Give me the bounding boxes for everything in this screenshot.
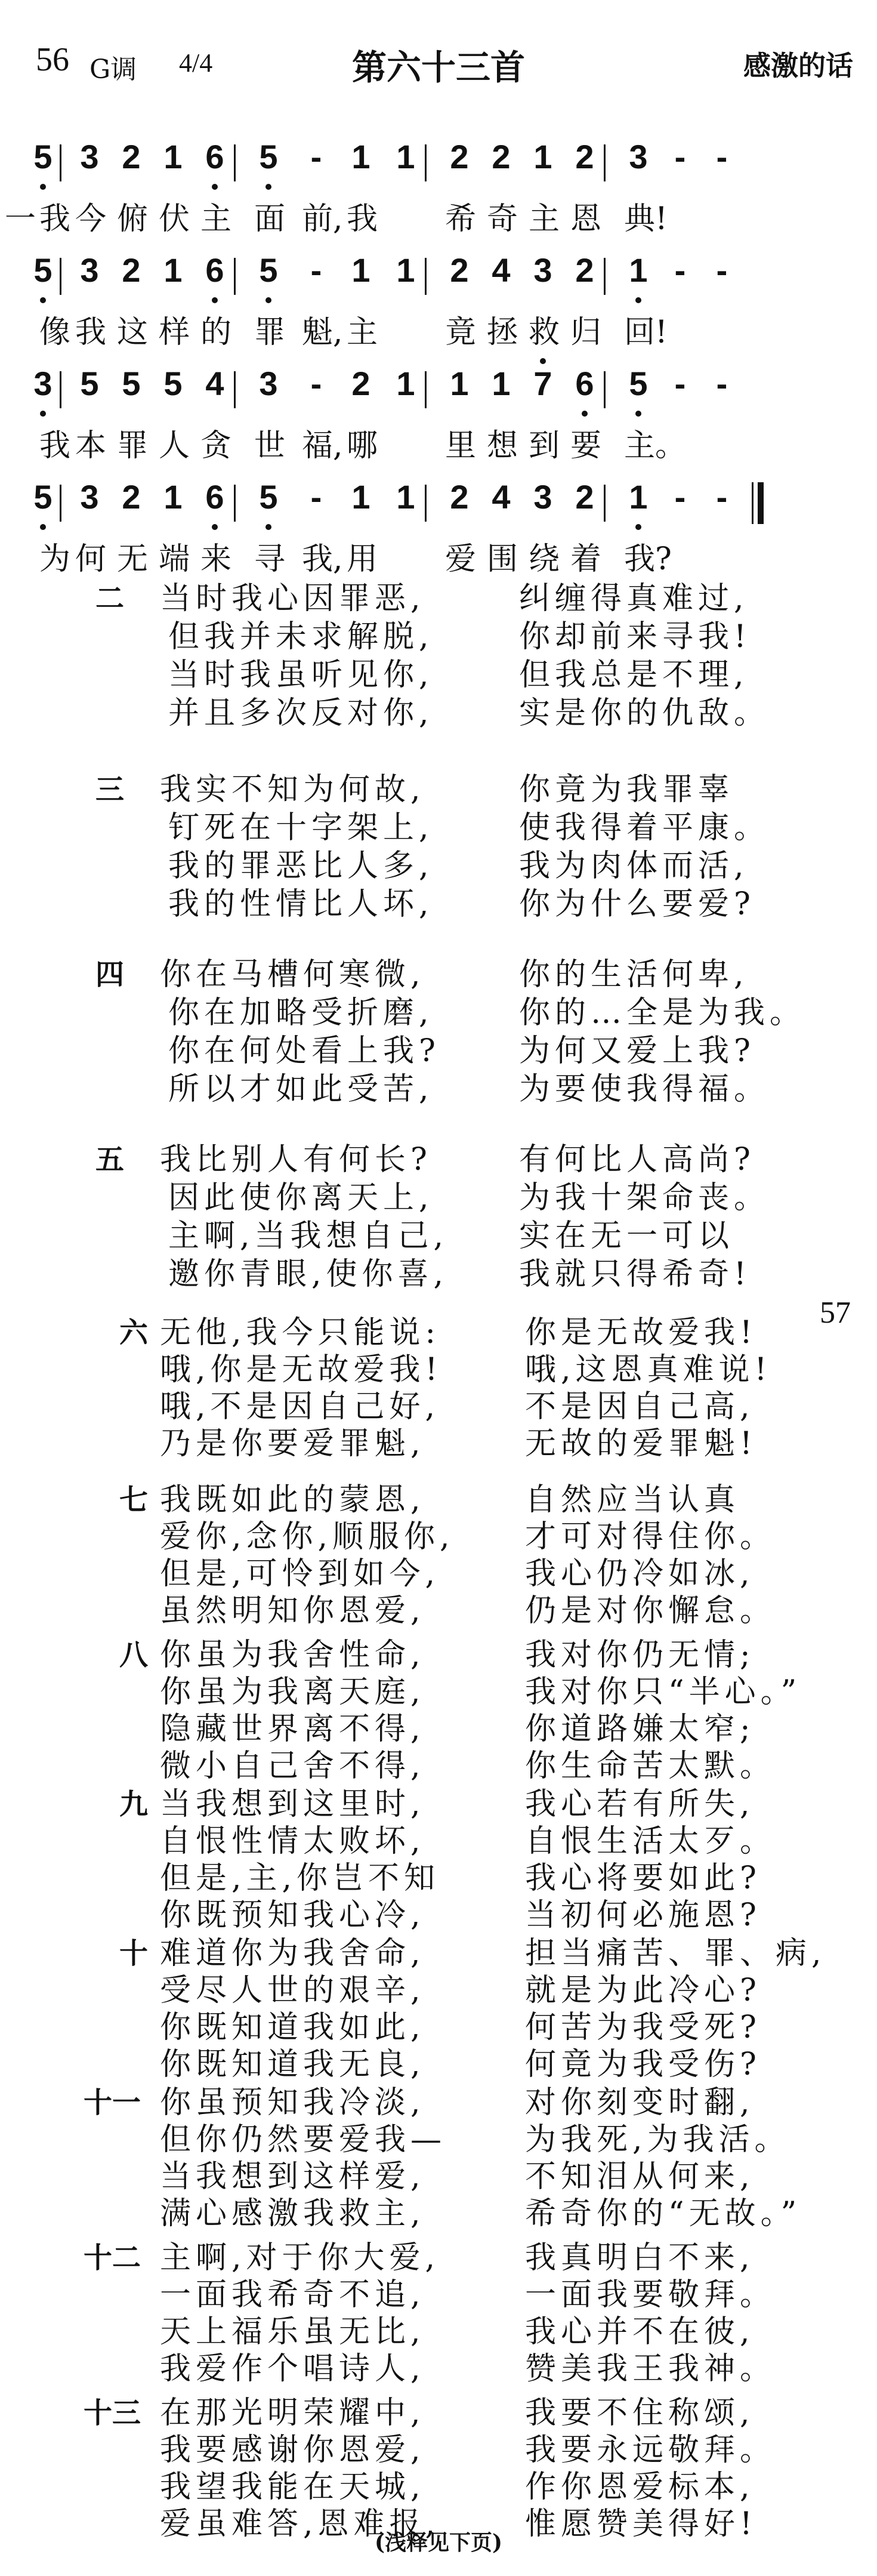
lyric-char: 恩 <box>570 201 602 237</box>
verse-line-right: 自然应当认真 <box>525 1482 740 1518</box>
lyric-char: 我 <box>347 201 378 237</box>
octave-dot-below <box>635 297 641 303</box>
bar-line <box>604 371 606 408</box>
lyric-char: 竟 <box>445 315 477 350</box>
verse-line-right: 我要永远敬拜。 <box>525 2432 776 2468</box>
octave-dot-below <box>212 184 218 190</box>
note: 1 <box>396 138 415 175</box>
octave-dot-below <box>212 524 218 530</box>
verse-line-left: 乃是你要爱罪魁, <box>160 1426 425 1462</box>
verse-line-right: 为我十架命丧。 <box>519 1180 770 1216</box>
bar-line <box>60 144 61 181</box>
verse-line-right: 无故的爱罪魁! <box>525 1426 757 1462</box>
verse-number: 三 <box>95 773 125 806</box>
octave-dot-below <box>635 411 641 417</box>
note: 5 <box>33 138 53 175</box>
verse-line-right: 赞美我王我神。 <box>525 2351 776 2387</box>
verse-line-left: 微小自己舍不得, <box>160 1748 425 1784</box>
note: 5 <box>80 365 99 402</box>
verse-line-left: 你既预知我心冷, <box>160 1897 425 1933</box>
lyric-char: 归 <box>570 315 602 350</box>
note: - <box>310 138 322 175</box>
hymn-title: 第六十三首 <box>351 47 525 88</box>
lyric-char: 绕 <box>529 541 560 577</box>
verse-line-left: 你虽为我舍性命, <box>160 1637 425 1673</box>
note: - <box>674 138 686 175</box>
verse-line-right: 纠缠得真难过, <box>519 581 749 617</box>
page-header <box>0 37 877 91</box>
verse-line-left: 我要感谢你恩爱, <box>160 2432 425 2468</box>
verse-line-right: 你却前来寻我! <box>519 619 751 655</box>
octave-dot-below <box>265 184 271 190</box>
final-bar-thin <box>752 482 754 524</box>
lyric-char: 本 <box>75 428 107 464</box>
bar-line <box>60 371 61 408</box>
verse-line-left: 但是,可怜到如今, <box>160 1556 440 1592</box>
note: 5 <box>629 365 648 402</box>
verse-line-left: 难道你为我舍命, <box>160 1936 425 1971</box>
verse-line-right: 我心并不在彼, <box>525 2314 755 2350</box>
lyric-row <box>39 307 847 350</box>
lyric-row <box>5 193 847 237</box>
verse-number: 十 <box>119 1937 149 1970</box>
lyric-char: 围 <box>487 541 518 577</box>
note: - <box>674 478 686 516</box>
lyric-char: 一 <box>5 201 36 237</box>
verse-line-right: 何竟为我受伤? <box>525 2047 761 2082</box>
verse-line-right: 不知泪从何来, <box>525 2159 755 2195</box>
verse-line-left: 我望我能在天城, <box>160 2469 425 2505</box>
verse-line-left: 你虽预知我冷淡, <box>160 2085 425 2121</box>
bar-line <box>234 258 236 295</box>
verse-number: 六 <box>119 1316 149 1349</box>
note: 1 <box>396 251 415 289</box>
lyric-char: 拯 <box>487 315 518 350</box>
note: 1 <box>351 138 370 175</box>
verse-line-left: 我的罪恶比人多, <box>168 848 434 884</box>
lyric-char: 回! <box>624 315 668 350</box>
verse-line-left: 隐藏世界离不得, <box>160 1711 425 1747</box>
verse-line-right: 你的生活何卑, <box>519 957 749 993</box>
bar-line <box>425 258 427 295</box>
octave-dot-below <box>635 524 641 530</box>
verse-number: 十三 <box>84 2396 141 2430</box>
note: 1 <box>163 478 183 516</box>
lyric-char: 无 <box>117 541 149 577</box>
lyric-char: 福, <box>302 428 343 464</box>
lyric-char: 想 <box>487 428 518 464</box>
note: 4 <box>492 478 511 516</box>
lyric-char: 端 <box>159 541 190 577</box>
verse-line-right: 为我死,为我活。 <box>525 2122 790 2158</box>
octave-dot-below <box>582 411 588 417</box>
verse-line-left: 虽然明知你恩爱, <box>160 1593 425 1629</box>
note-row <box>33 251 847 298</box>
note: 6 <box>205 138 224 175</box>
verse-line-left: 你在何处看上我? <box>168 1033 440 1069</box>
note: 6 <box>205 251 224 289</box>
lyric-char: 何 <box>75 541 107 577</box>
verse-line-right: 就是为此冷心? <box>525 1973 761 2008</box>
note: - <box>716 478 728 516</box>
verse-line-left: 当我想到这样爱, <box>160 2159 425 2195</box>
note: 3 <box>533 251 552 289</box>
lyric-char: 为 <box>39 541 71 577</box>
note: 3 <box>80 251 99 289</box>
verse-line-right: 才可对得住你。 <box>525 1519 776 1555</box>
footer-note: (浅释见下页) <box>374 2530 503 2555</box>
bar-line <box>60 485 61 522</box>
verse-line-left: 天上福乐虽无比, <box>160 2314 425 2350</box>
bar-line <box>604 144 606 181</box>
note: 3 <box>33 365 53 402</box>
note: 5 <box>33 251 53 289</box>
lyric-char: 我 <box>75 315 107 350</box>
note: 6 <box>575 365 594 402</box>
verse-line-right: 希奇你的“无故。” <box>525 2196 802 2232</box>
verse-line-right: 我心仍冷如冰, <box>525 1556 755 1592</box>
verse-line-left: 一面我希奇不追, <box>160 2277 425 2313</box>
note: - <box>674 251 686 289</box>
verse-number: 四 <box>95 958 125 991</box>
lyric-char: 我, <box>302 541 343 577</box>
lyric-char: 魁, <box>302 315 343 350</box>
lyric-char: 前, <box>302 201 343 237</box>
note: 2 <box>492 138 511 175</box>
lyric-char: 伏 <box>159 201 190 237</box>
verse-line-left: 当我想到这里时, <box>160 1786 425 1822</box>
lyric-char: 罪 <box>117 428 149 464</box>
verse-line-right: 为何又爱上我? <box>519 1033 755 1069</box>
note: 7 <box>533 365 552 402</box>
lyric-char: 罪 <box>254 315 286 350</box>
verse-line-right: 作你恩爱标本, <box>525 2469 755 2505</box>
verse-line-right: 但我总是不理, <box>519 657 749 693</box>
octave-dot-below <box>40 184 46 190</box>
note: 2 <box>450 138 469 175</box>
verse-line-left: 但我并未求解脱, <box>168 619 434 655</box>
verse-line-right: 何苦为我受死? <box>525 2010 761 2045</box>
verse-line-right: 我要不住称颂, <box>525 2395 755 2431</box>
lyric-char: 世 <box>254 428 286 464</box>
note: 1 <box>351 478 370 516</box>
lyric-char: 像 <box>39 315 71 350</box>
note: 5 <box>163 365 183 402</box>
verse-line-right: 自恨生活太歹。 <box>525 1823 776 1859</box>
verse-line-right: 你竟为我罪辜 <box>519 772 734 808</box>
note: 2 <box>122 138 141 175</box>
note: 1 <box>450 365 469 402</box>
note: 1 <box>163 138 183 175</box>
note: 1 <box>629 478 648 516</box>
verse-line-left: 哦,你是无故爱我! <box>160 1352 443 1388</box>
verse-line-right: 我对你仍无情; <box>525 1637 755 1673</box>
note: - <box>310 251 322 289</box>
bar-line <box>604 258 606 295</box>
note-row <box>33 477 847 525</box>
lyric-char: 主。 <box>624 428 687 464</box>
verse-line-left: 钉死在十字架上, <box>168 810 434 846</box>
lyric-char: 今 <box>75 201 107 237</box>
note: 1 <box>351 251 370 289</box>
verse-line-right: 我就只得希奇! <box>519 1256 751 1292</box>
hymn-subtitle: 感激的话 <box>743 50 853 82</box>
lyric-row <box>39 534 847 577</box>
note: - <box>716 138 728 175</box>
verse-line-left: 因此使你离天上, <box>168 1180 434 1216</box>
verse-line-right: 我为肉体而活, <box>519 848 749 884</box>
note: 2 <box>575 251 594 289</box>
verse-line-right: 你为什么要爱? <box>519 886 755 922</box>
score-system <box>5 131 847 251</box>
verse-line-right: 哦,这恩真难说! <box>525 1352 772 1388</box>
score-system <box>33 358 847 477</box>
note: 2 <box>575 478 594 516</box>
lyric-char: 来 <box>200 541 232 577</box>
lyric-char: 希 <box>445 201 477 237</box>
lyric-char: 到 <box>529 428 560 464</box>
note: 3 <box>259 365 278 402</box>
lyric-char: 哪 <box>347 428 378 464</box>
note: 1 <box>533 138 552 175</box>
lyric-char: 主 <box>529 201 560 237</box>
lyric-char: 里 <box>445 428 477 464</box>
verse-line-right: 实在无一可以 <box>519 1218 734 1254</box>
lyric-char: 寻 <box>254 541 286 577</box>
lyric-char: 要 <box>570 428 602 464</box>
note: 5 <box>259 478 278 516</box>
verse-line-left: 我的性情比人坏, <box>168 886 434 922</box>
verse-line-left: 我既如此的蒙恩, <box>160 1482 425 1518</box>
note: 4 <box>205 365 224 402</box>
verse-line-left: 但是,主,你岂不知 <box>160 1860 440 1896</box>
verse-line-left: 当时我虽听见你, <box>168 657 434 693</box>
verse-line-right: 你生命苦太默。 <box>525 1748 776 1784</box>
note: - <box>716 365 728 402</box>
lyric-char: 主 <box>200 201 232 237</box>
verse-line-left: 但你仍然要爱我— <box>160 2122 447 2158</box>
verse-number: 五 <box>95 1143 125 1176</box>
verse-line-right: 不是因自己高, <box>525 1389 755 1425</box>
verse-number: 十二 <box>84 2241 141 2275</box>
lyric-char: 我 <box>39 201 71 237</box>
note-row <box>33 137 847 185</box>
octave-dot-below <box>40 411 46 417</box>
verse-line-right: 有何比人高尚? <box>519 1142 755 1178</box>
verse-line-left: 你在加略受折磨, <box>168 995 434 1031</box>
verse-line-left: 我爱作个唱诗人, <box>160 2351 425 2387</box>
verse-line-left: 满心感激我救主, <box>160 2196 425 2232</box>
lyric-char: 救 <box>529 315 560 350</box>
note: 3 <box>629 138 648 175</box>
note: 2 <box>122 478 141 516</box>
verse-line-left: 当时我心因罪恶, <box>160 581 425 617</box>
lyric-char: 样 <box>159 315 190 350</box>
verse-line-left: 并且多次反对你, <box>168 695 434 731</box>
lyric-char: 俯 <box>117 201 149 237</box>
verse-line-left: 邀你青眼,使你喜, <box>168 1256 449 1292</box>
verse-line-left: 哦,不是因自己好, <box>160 1389 440 1425</box>
note: 4 <box>492 251 511 289</box>
note: 1 <box>396 365 415 402</box>
verse-line-left: 你既知道我无良, <box>160 2047 425 2082</box>
verse-line-left: 所以才如此受苦, <box>168 1071 434 1107</box>
lyric-char: 奇 <box>487 201 518 237</box>
verse-line-right: 为要使我得福。 <box>519 1071 770 1107</box>
verse-line-left: 无他,我今只能说: <box>160 1315 441 1351</box>
note: - <box>674 365 686 402</box>
page-number-next: 57 <box>820 1296 851 1330</box>
lyric-char: 爱 <box>445 541 477 577</box>
note: 3 <box>80 478 99 516</box>
note: 5 <box>259 251 278 289</box>
note: 6 <box>205 478 224 516</box>
lyric-char: 用 <box>347 541 378 577</box>
bar-line <box>234 371 236 408</box>
note-row <box>33 364 847 412</box>
key-signature: G调 <box>89 54 137 85</box>
lyric-row <box>39 420 847 464</box>
verse-line-left: 你在马槽何寒微, <box>160 957 425 993</box>
page-number: 56 <box>36 41 69 78</box>
verse-line-right: 一面我要敬拜。 <box>525 2277 776 2313</box>
verse-line-left: 主啊,当我想自己, <box>168 1218 449 1254</box>
bar-line <box>425 485 427 522</box>
final-bar-thick <box>758 482 764 524</box>
note: 5 <box>33 478 53 516</box>
verse-number: 十一 <box>84 2086 141 2119</box>
verse-line-right: 担当痛苦、罪、病, <box>525 1936 826 1971</box>
verse-line-left: 爱虽难答,恩难报, <box>160 2506 440 2542</box>
verse-line-right: 你道路嫌太窄; <box>525 1711 755 1747</box>
time-signature: 4/4 <box>179 48 213 78</box>
verse-line-right: 你是无故爱我! <box>525 1315 757 1351</box>
bar-line <box>234 485 236 522</box>
verse-line-right: 我对你只“半心。” <box>525 1674 802 1710</box>
bar-line <box>425 144 427 181</box>
note: - <box>716 251 728 289</box>
lyric-char: 我 <box>39 428 71 464</box>
verse-number: 九 <box>119 1788 149 1821</box>
verse-number: 二 <box>95 582 125 615</box>
octave-dot-below <box>265 524 271 530</box>
verse-line-right: 使我得着平康。 <box>519 810 770 846</box>
lyric-char: 面 <box>254 201 286 237</box>
verse-number: 八 <box>119 1638 149 1672</box>
verse-line-right: 当初何必施恩? <box>525 1897 761 1933</box>
verse-line-right: 实是你的仇敌。 <box>519 695 770 731</box>
octave-dot-below <box>40 297 46 303</box>
note: 3 <box>80 138 99 175</box>
note: 2 <box>450 478 469 516</box>
verse-line-left: 爱你,念你,顺服你, <box>160 1519 455 1555</box>
lyric-char: 我? <box>624 541 672 577</box>
note: 2 <box>351 365 370 402</box>
verse-line-right: 对你刻变时翻, <box>525 2085 755 2121</box>
verse-line-right: 我心将要如此? <box>525 1860 761 1896</box>
verse-line-left: 自恨性情太败坏, <box>160 1823 425 1859</box>
bar-line <box>425 371 427 408</box>
lyric-char: 主 <box>347 315 378 350</box>
note: 1 <box>163 251 183 289</box>
lyric-char: 的 <box>200 315 232 350</box>
octave-dot-below <box>265 297 271 303</box>
note: 3 <box>533 478 552 516</box>
verse-line-right: 惟愿赞美得好! <box>525 2506 757 2542</box>
verse-line-right: 仍是对你懈怠。 <box>525 1593 776 1629</box>
octave-dot-below <box>40 524 46 530</box>
bar-line <box>234 144 236 181</box>
verse-number: 七 <box>119 1483 149 1517</box>
verse-line-left: 你虽为我离天庭, <box>160 1674 425 1710</box>
verse-line-left: 主啊,对于你大爱, <box>160 2240 440 2276</box>
lyric-char: 贪 <box>200 428 232 464</box>
note: 5 <box>122 365 141 402</box>
bar-line <box>60 258 61 295</box>
verse-line-left: 我比别人有何长? <box>160 1142 432 1178</box>
note: - <box>310 478 322 516</box>
note: 2 <box>450 251 469 289</box>
verse-line-left: 我实不知为何故, <box>160 772 425 808</box>
verse-line-right: 我心若有所失, <box>525 1786 755 1822</box>
octave-dot-below <box>212 297 218 303</box>
verse-line-left: 受尽人世的艰辛, <box>160 1973 425 2008</box>
note: 2 <box>122 251 141 289</box>
bar-line <box>604 485 606 522</box>
lyric-char: 人 <box>159 428 190 464</box>
verse-line-left: 你既知道我如此, <box>160 2010 425 2045</box>
note: 2 <box>575 138 594 175</box>
lyric-char: 这 <box>117 315 149 350</box>
note: - <box>310 365 322 402</box>
score-system <box>33 245 847 364</box>
note: 1 <box>396 478 415 516</box>
verse-line-right: 我真明白不来, <box>525 2240 755 2276</box>
lyric-char: 典! <box>624 201 668 237</box>
verse-line-right: 你的…全是为我。 <box>519 995 806 1031</box>
note: 1 <box>629 251 648 289</box>
octave-dot-above <box>540 358 546 364</box>
note: 1 <box>492 365 511 402</box>
note: 5 <box>259 138 278 175</box>
verse-line-left: 在那光明荣耀中, <box>160 2395 425 2431</box>
lyric-char: 着 <box>570 541 602 577</box>
